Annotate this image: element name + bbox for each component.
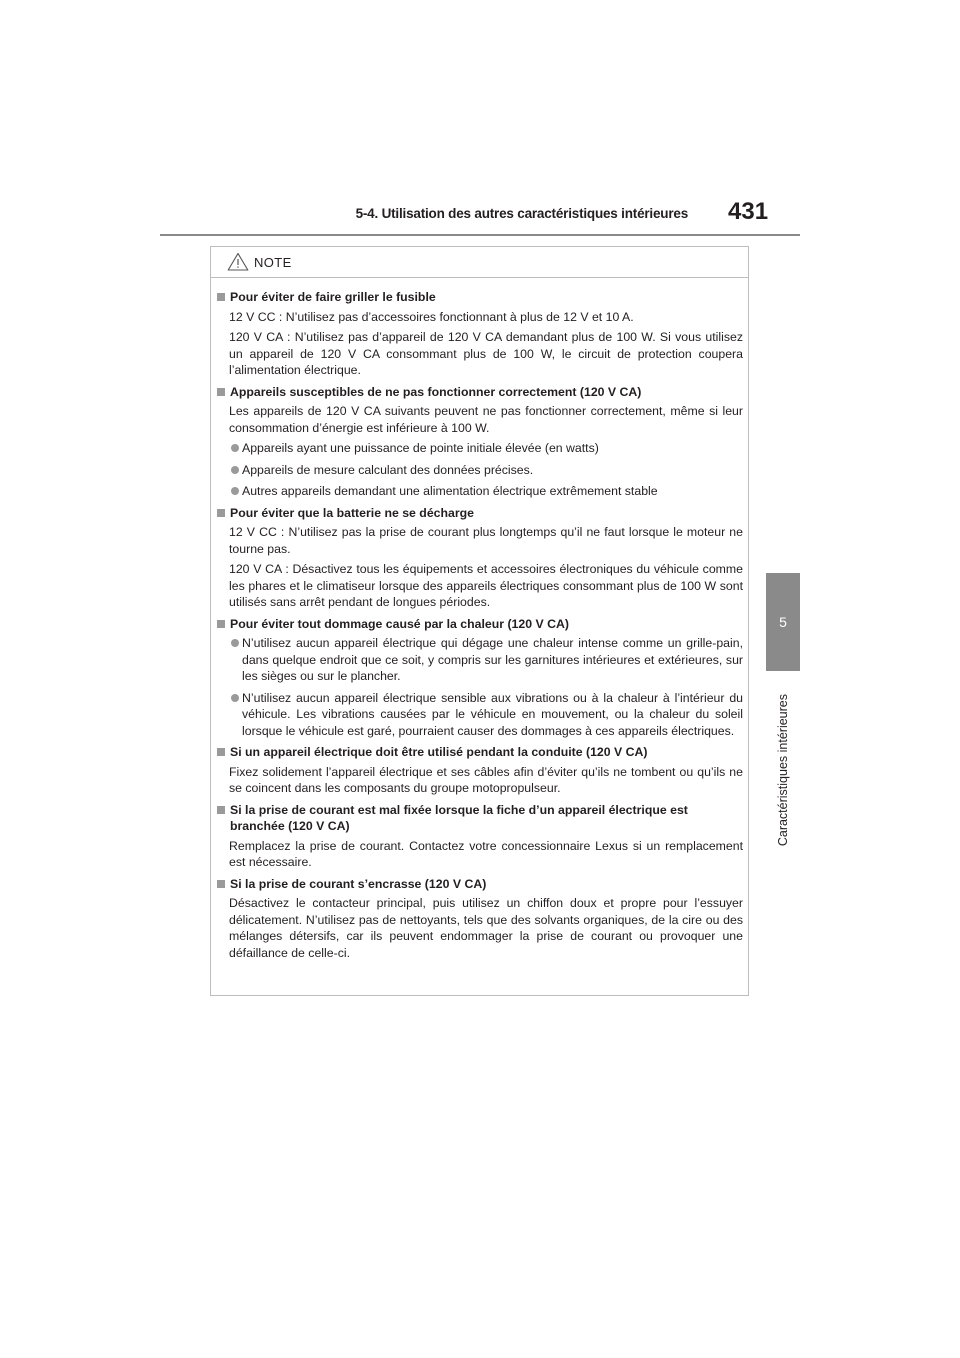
section-heading (216, 289, 743, 306)
round-bullet-icon (231, 639, 239, 647)
section-heading (216, 876, 743, 893)
bullet-item (216, 690, 743, 740)
chapter-side-label: Caractéristiques intérieures (776, 694, 790, 847)
section-paragraph: Les appareils de 120 V CA suivants peuvent ne pas fonctionner correctement, même si leur consommation d’énergie est inférieure à 100 W. (229, 404, 743, 435)
bullet-list (216, 635, 743, 739)
section-heading (216, 384, 743, 401)
note-section (216, 384, 743, 500)
section-heading-text: Pour éviter de faire griller le fusible (230, 290, 436, 304)
note-section (216, 802, 743, 871)
bullet-item (216, 635, 743, 685)
section-heading (216, 744, 743, 761)
bullet-item (216, 462, 743, 479)
section-paragraph: 12 V CC : N’utilisez pas d’accessoires fonctionnant à plus de 12 V et 10 A. (229, 309, 634, 324)
section-heading-text: Pour éviter que la batterie ne se décharge (230, 505, 474, 520)
round-bullet-icon (231, 694, 239, 702)
square-bullet-icon (217, 748, 225, 756)
bullet-item (216, 483, 743, 500)
bullet-list (216, 440, 743, 500)
round-bullet-icon (231, 444, 239, 452)
header-rule (160, 234, 800, 236)
note-header (211, 247, 748, 278)
bullet-text: Appareils de mesure calculant des données précises. (242, 462, 534, 477)
chapter-tab (766, 573, 800, 671)
square-bullet-icon (217, 509, 225, 517)
note-section (216, 616, 743, 740)
note-section (216, 505, 743, 611)
running-header-title: 5-4. Utilisation des autres caractéristiques intérieures (355, 206, 688, 221)
note-section (216, 876, 743, 962)
note-section (216, 289, 743, 379)
bullet-text: N’utilisez aucun appareil électrique qui dégage une chaleur intense comme un grille-pain, dans quelque endroit que ce soit, y compris sur les garnitures intérieures et extérieures, sur les sièges ou sur le plancher. (242, 636, 743, 683)
section-paragraph: 12 V CC : N’utilisez pas la prise de courant plus longtemps qu’il ne faut lorsque le moteur ne tourne pas. (229, 525, 743, 556)
note-box (210, 246, 749, 996)
note-section (216, 744, 743, 797)
section-paragraph: Désactivez le contacteur principal, puis utilisez un chiffon doux et propre pour l’essuyer délicatement. N’utilisez pas de nettoyants, tels que des solvants organiques, de la cire ou des mélanges détersifs, car ils peuvent endommager la prise de courant ou provoquer une défaillance de celle-ci. (229, 896, 743, 960)
bullet-text: Appareils ayant une puissance de pointe initiale élevée (en watts) (242, 441, 599, 455)
section-heading (216, 616, 743, 633)
section-paragraph: Remplacez la prise de courant. Contactez votre concessionnaire Lexus si un remplacement est nécessaire. (229, 838, 743, 869)
section-heading-text: Si la prise de courant est mal fixée lorsque la fiche d’un appareil électrique est branchée (120 V CA) (230, 802, 688, 833)
square-bullet-icon (217, 880, 225, 888)
section-heading-text: Si un appareil électrique doit être utilisé pendant la conduite (120 V CA) (230, 745, 648, 759)
section-paragraph: 120 V CA : Désactivez tous les équipements et accessoires électroniques du véhicule comme les phares et le climatiseur lorsque des appareils électriques consommant plus de 100 W sont utilisés sans arrêt pendant de longues périodes. (229, 562, 743, 609)
square-bullet-icon (217, 293, 225, 301)
bullet-text: N’utilisez aucun appareil électrique sensible aux vibrations ou à la chaleur à l’intérieur du véhicule. Les vibrations causées par le véhicule en mouvement, ou la chaleur du soleil lorsque le véhicule est garé, pourraient causer des dommages à ces appareils électriques. (242, 690, 743, 738)
section-paragraph: Fixez solidement l’appareil électrique et ses câbles afin d’éviter qu’ils ne tombent ou qu’ils ne se coincent dans les composants du groupe motopropulseur. (229, 764, 743, 795)
section-heading-text: Pour éviter tout dommage causé par la chaleur (120 V CA) (230, 616, 569, 631)
square-bullet-icon (217, 388, 225, 396)
note-label: NOTE (254, 255, 292, 270)
warning-triangle-icon (227, 252, 249, 271)
bullet-item (216, 440, 743, 457)
square-bullet-icon (217, 806, 225, 814)
round-bullet-icon (231, 466, 239, 474)
section-heading-text: Appareils susceptibles de ne pas fonctionner correctement (120 V CA) (230, 384, 642, 399)
section-paragraph: 120 V CA : N’utilisez pas d’appareil de 120 V CA demandant plus de 100 W. Si vous utilisez un appareil de 120 V CA consommant plus de 100 W, le circuit de protection coupera l’alimentation électrique. (229, 330, 743, 377)
chapter-number: 5 (779, 614, 787, 630)
page-number: 431 (728, 198, 769, 225)
section-heading (216, 802, 743, 835)
square-bullet-icon (217, 620, 225, 628)
bullet-text: Autres appareils demandant une alimentation électrique extrêmement stable (242, 484, 658, 498)
section-heading (216, 505, 743, 522)
chapter-side-label-wrap (769, 678, 797, 863)
round-bullet-icon (231, 487, 239, 495)
note-body (216, 289, 743, 966)
section-heading-text: Si la prise de courant s’encrasse (120 V CA) (230, 876, 487, 891)
